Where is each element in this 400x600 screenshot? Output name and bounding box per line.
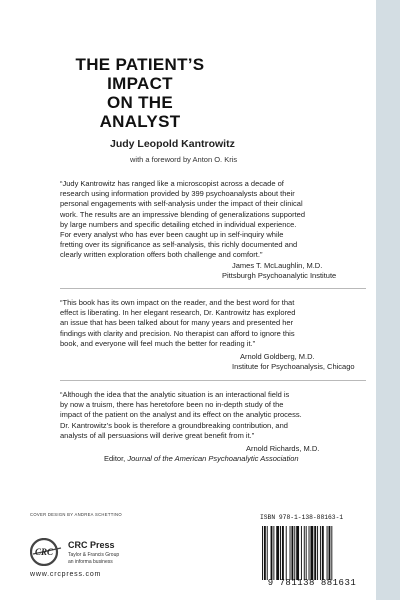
barcode-bar [286,526,287,580]
barcode-bar [304,526,305,580]
cover-design-credit: COVER DESIGN BY ANDREA SCHETTINO [30,512,122,517]
quote-line: Dr. Kantrowitz’s book is therefore a groundbreaking contribution, and [60,420,288,430]
quote-line: “Judy Kantrowitz has ranged like a microscopist across a decade of [60,179,284,188]
barcode-bar [309,526,310,580]
isbn-label: ISBN 978-1-138-88163-1 [260,514,344,521]
attribution-name: Arnold Goldberg, M.D. [240,352,315,361]
barcode-bar [282,526,284,580]
quote-line: effect is liberating. In her elegant research, Dr. Kantrowitz has explored [60,308,296,318]
ean-digits: 9 781138 881631 [267,578,357,588]
quote-mclaughlin [60,179,366,261]
title-line: ON THE [106,93,174,112]
barcode-bar [331,526,332,580]
barcode-bar [329,526,331,580]
publisher-url: www.crcpress.com [30,571,102,578]
barcode-bar [262,526,263,580]
journal-name: Journal of the American Psychoanalytic Association [127,454,299,463]
barcode-bar [294,526,295,580]
barcode-bar [322,526,324,580]
quote-line: “Although the idea that the analytic situation is an interactional field is [60,390,290,399]
title-line: ANALYST [99,112,181,131]
publisher-group: Taylor & Francis Group [68,552,120,558]
crc-logo-icon [30,538,64,566]
barcode-bar [271,526,273,580]
barcode-bar [264,526,266,580]
book-title [40,55,240,131]
quote-line: impact of the patient on the analyst and its effect on the analytic process. [60,410,302,420]
barcode-bar [314,526,316,580]
barcode-bar [291,526,293,580]
barcode-bar [290,526,291,580]
quote-line: an issue that has been talked about for many years and presented her [60,318,294,328]
barcode-bar [296,526,299,580]
logo-text: CRC [34,547,54,557]
attribution-editor [104,454,299,464]
barcode-icon [260,526,364,580]
publisher-name: CRC Press [68,540,115,550]
barcode-bar [273,526,274,580]
quote-line: by large numbers and specific detailing etched in individual experience. [60,219,297,229]
barcode-bar [320,526,321,580]
author-name: Judy Leopold Kantrowitz [110,138,235,150]
quote-line: research using information provided by 399 psychoanalysts about their [60,189,295,199]
spine-strip [376,0,400,600]
attribution-affiliation: Pittsburgh Psychoanalytic Institute [222,271,337,280]
title-line: IMPACT [107,74,173,93]
quote-line: fretting over its significance as self-analysis, this richly documented and [60,240,298,250]
foreword-credit: with a foreword by Anton O. Kris [130,155,238,164]
barcode-bar [317,526,318,580]
quote-line: clearly written exploration offers both challenge and comfort.” [60,250,263,260]
attribution-affiliation: Institute for Psychoanalysis, Chicago [232,362,355,371]
attribution-prefix: Editor, [104,454,128,463]
barcode-bar [276,526,279,580]
barcode-bar [267,526,268,580]
quote-line: For every analyst who has ever been caught up in self-inquiry while [60,230,284,240]
quote-line: by now a truism, there has heretofore been no in-depth study of the [60,400,284,410]
barcode-bar [327,526,328,580]
quote-line: “This book has its own impact on the reader, and the best word for that [60,298,295,307]
quote-richards [60,390,366,441]
divider [60,380,366,381]
quote-line: work. The results are an impressive blending of generalizations supported [60,209,305,219]
divider [60,288,366,289]
quote-line: book, and everyone will feel much the better for reading it.” [60,338,256,348]
barcode-bar [310,526,313,580]
barcode-bar [280,526,281,580]
quote-goldberg [60,298,366,349]
attribution-name: Arnold Richards, M.D. [246,444,320,453]
barcode-bar [306,526,307,580]
quote-line: analysts of all persuasions will derive great benefit from it.” [60,430,255,440]
title-line: THE PATIENT’S [75,55,205,74]
quote-line: findings with clarity and precision. No therapist can afford to ignore this [60,328,295,338]
barcode-bar [301,526,302,580]
quote-line: personal engagements with self-analysis under the impact of their clinical [60,199,303,209]
publisher-business: an informa business [68,559,113,565]
attribution-name: James T. McLaughlin, M.D. [232,261,323,270]
barcode-block [254,514,370,592]
